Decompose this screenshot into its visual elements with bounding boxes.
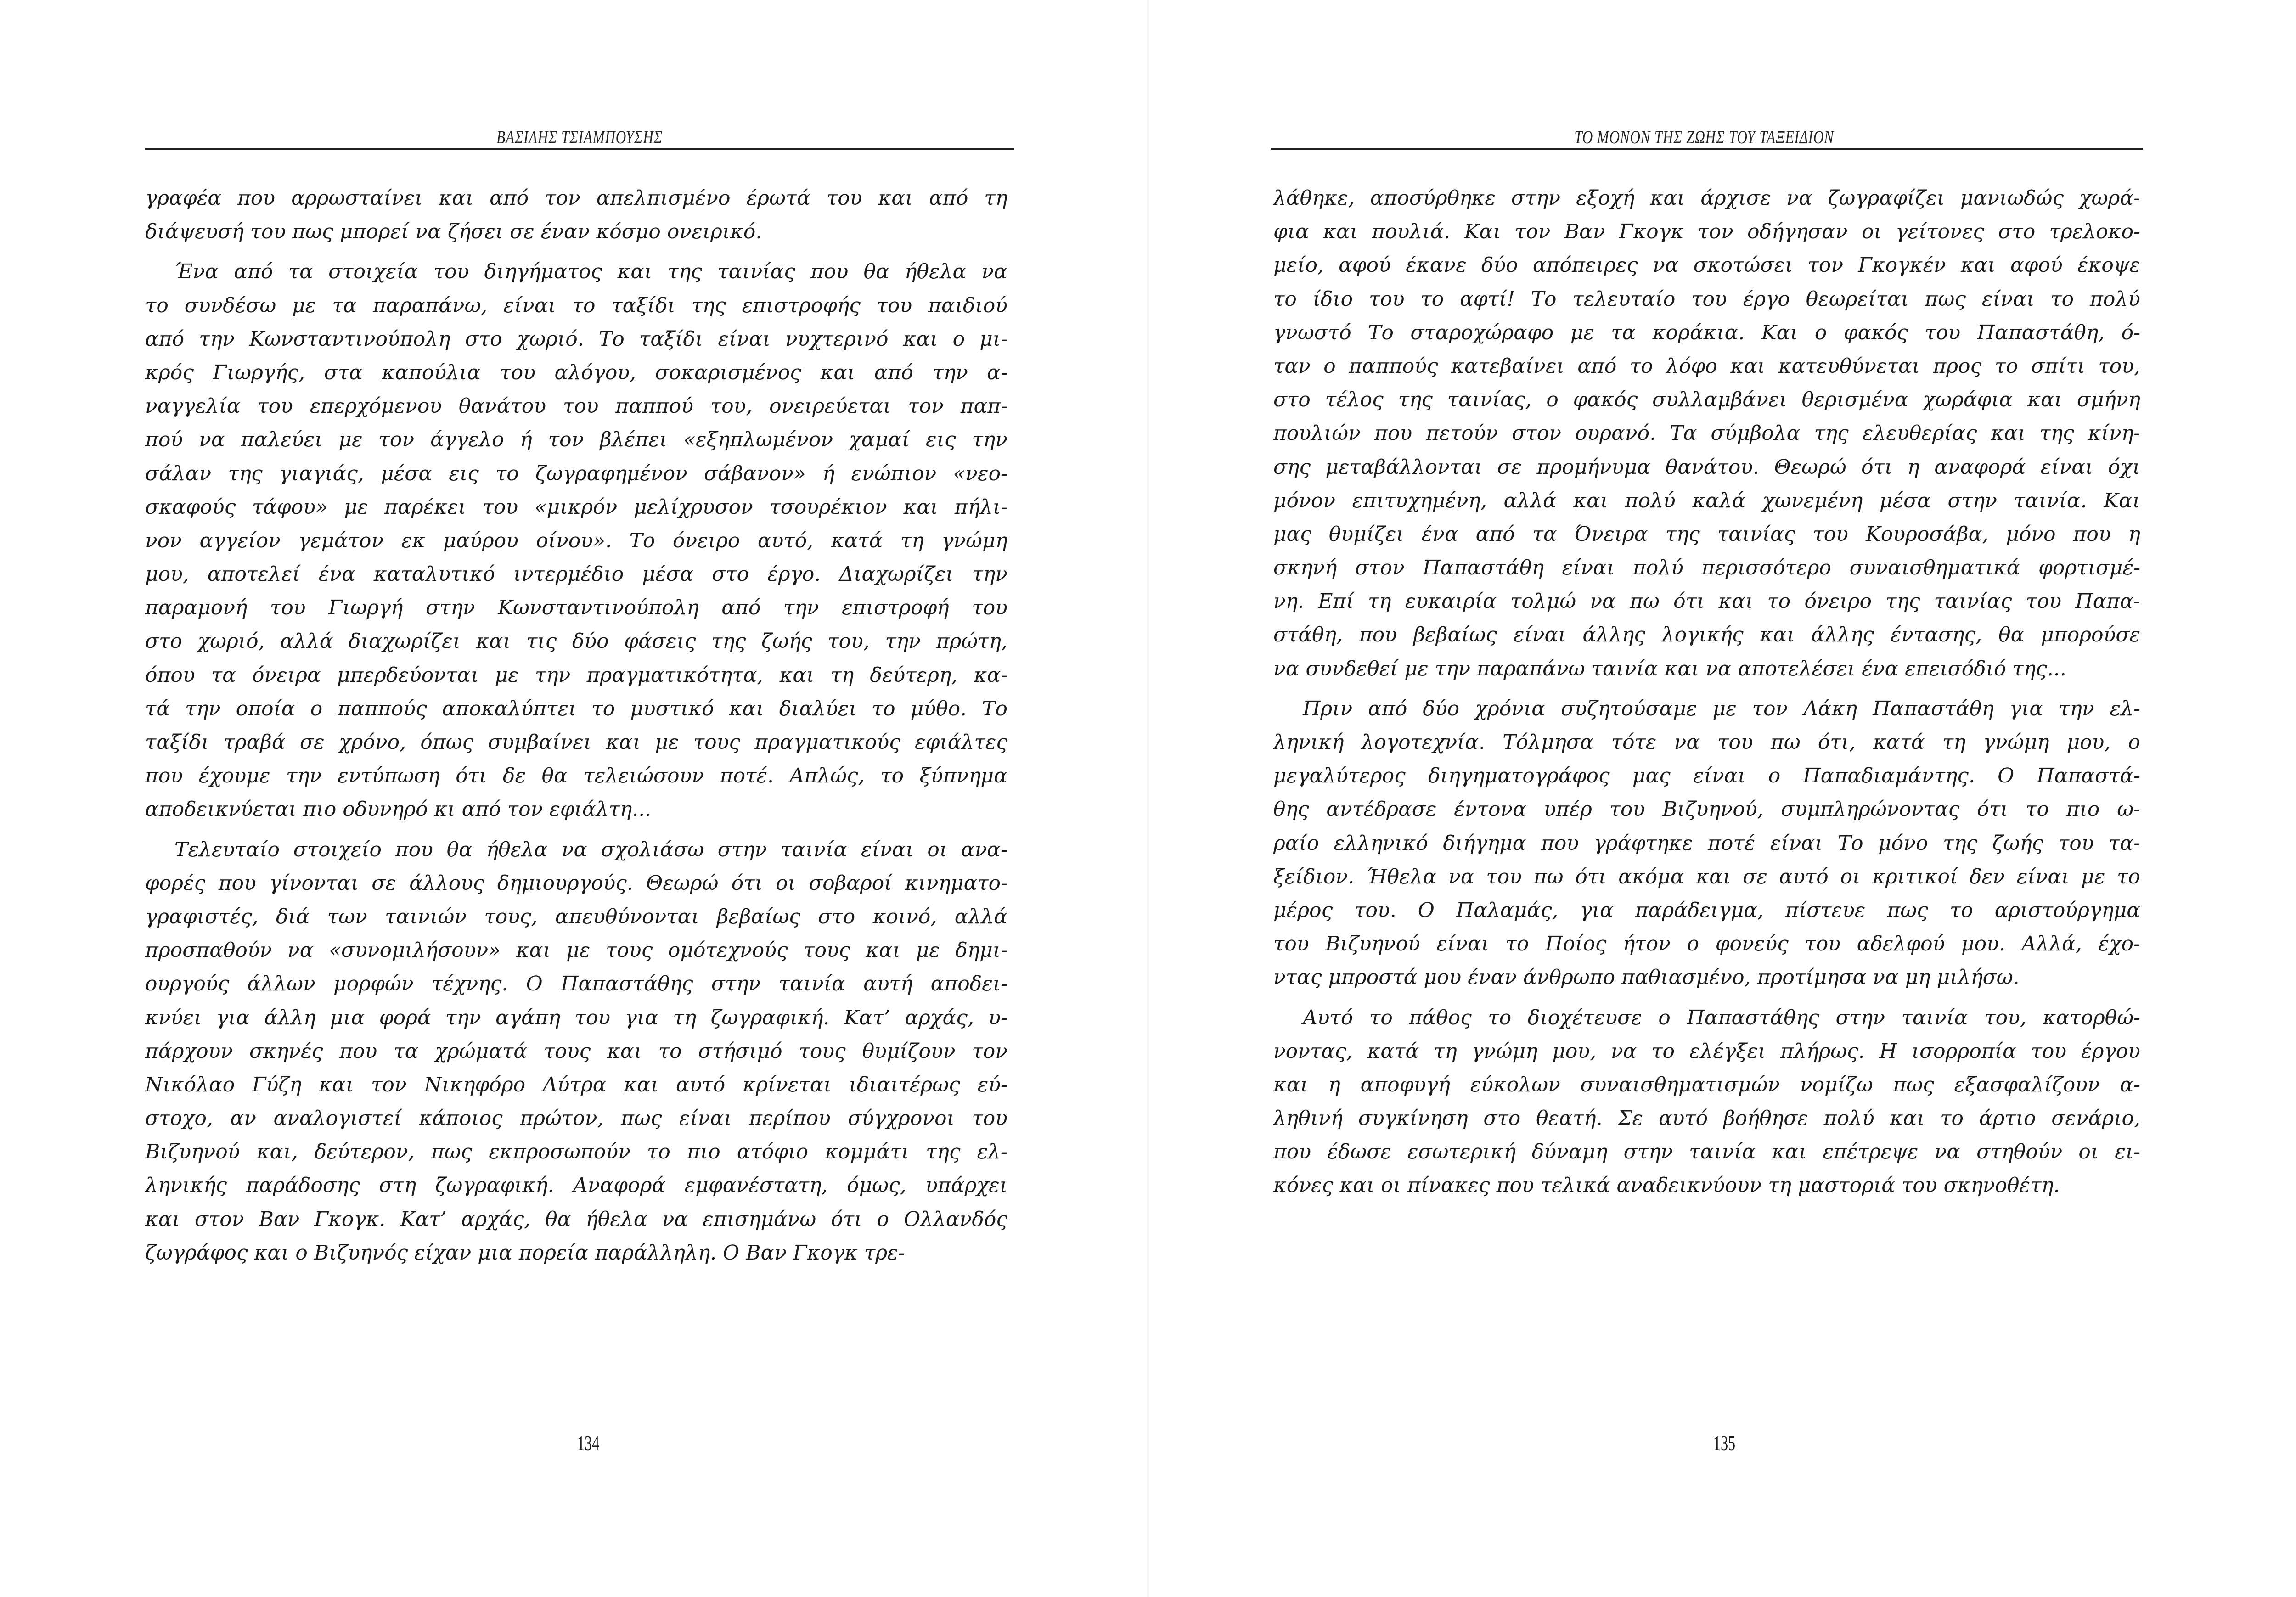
paragraph [145,833,1007,1270]
text-line: λάθηκε, αποσύρθηκε στην εξοχή και άρχισε να ζωγραφίζει μανιωδώς χωρά- [1273,186,2140,210]
text-line: Αυτό το πάθος το διοχέτευσε ο Παπαστάθης στην ταινία του, κατορθώ- [1303,1006,2140,1029]
text-line: νη. Επί τη ευκαιρία τολμώ να πω ότι και το όνειρο της ταινίας του Παπα- [1273,590,2140,613]
text-line: μείο, αφού έκανε δύο απόπειρες να σκοτώσει τον Γκογκέν και αφού έκοψε [1273,253,2140,277]
paragraph [145,181,1007,248]
paragraph [145,255,1007,826]
text-line: γραφιστές, διά των ταινιών τους, απευθύνονται βεβαίως στο κοινό, αλλά [145,905,1007,928]
paragraph-gap [145,827,1007,833]
text-line: όπου τα όνειρα μπερδεύονται με την πραγματικότητα, και τη δεύτερη, κα- [145,663,1007,687]
left-page-body [145,181,1007,1270]
header-rule [145,148,1014,150]
text-line: ξείδιον. Ήθελα να του πω ότι ακόμα και σε αυτό οι κριτικοί δεν είναι με το [1273,865,2140,888]
text-line: του Βιζυηνού είναι το Ποίος ήτον ο φονεύς του αδελφού μου. Αλλά, έχο- [1273,932,2140,956]
text-line: Ένα από τα στοιχεία του διηγήματος και της ταινίας που θα ήθελα να [174,260,1007,284]
text-line: ληθινή συγκίνηση στο θεατή. Σε αυτό βοήθησε πολύ και το άρτιο σενάριο, [1273,1107,2140,1130]
paragraph-gap [145,248,1007,255]
text-line: ουργούς άλλων μορφών τέχνης. Ο Παπαστάθης στην ταινία αυτή αποδει- [145,972,1007,996]
text-line: κόνες και οι πίνακες που τελικά αναδεικνύουν τη μαστοριά του σκηνοθέτη. [1273,1174,2060,1198]
text-line: στο χωριό, αλλά διαχωρίζει και τις δύο φάσεις της ζωής του, την πρώτη, [145,630,1007,653]
text-line: σκηνή στον Παπαστάθη είναι πολύ περισσότερο συναισθηματικά φορτισμέ- [1273,556,2140,580]
header-rule [1271,148,2143,150]
text-line: γραφέα που αρρωσταίνει και από τον απελπισμένο έρωτά του και από τη [145,186,1007,210]
text-line: γνωστό Το σταροχώραφο με τα κοράκια. Και ο φακός του Παπαστάθη, ό- [1273,321,2140,344]
paragraph-gap [1273,686,2140,692]
text-line: και στον Βαν Γκογκ. Κατ’ αρχάς, θα ήθελα να επισημάνω ότι ο Ολλανδός [145,1207,1007,1231]
text-line: θης αντέδρασε έντονα υπέρ του Βιζυηνού, συμπληρώνοντας ότι το πιο ω- [1273,798,2140,821]
text-line: ζωγράφος και ο Βιζυηνός είχαν μια πορεία παράλληλη. Ο Βαν Γκογκ τρε- [145,1241,905,1265]
text-line: τά την οποία ο παππούς αποκαλύπτει το μυστικό και διαλύει το μύθο. Το [145,697,1007,720]
text-line: μας θυμίζει ένα από τα Όνειρα της ταινίας του Κουροσάβα, μόνο που η [1273,522,2140,546]
paragraph [1273,1001,2140,1203]
text-line: στο τέλος της ταινίας, ο φακός συλλαμβάνει θερισμένα χωράφια και σμήνη [1273,388,2140,412]
text-line: πάρχουν σκηνές που τα χρώματά τους και το στήσιμό τους θυμίζουν τον [145,1039,1007,1063]
text-line: και η αποφυγή εύκολων συναισθηματισμών νομίζω πως εξασφαλίζουν α- [1273,1073,2140,1097]
text-line: μεγαλύτερος διηγηματογράφος μας είναι ο Παπαδιαμάντης. Ο Παπαστά- [1273,764,2140,788]
right-page-body [1273,181,2140,1203]
text-line: Τελευταίο στοιχείο που θα ήθελα να σχολιάσω στην ταινία είναι οι ανα- [174,838,1007,861]
text-line: Βιζυηνού και, δεύτερον, πως εκπροσωπούν το πιο ατόφιο κομμάτι της ελ- [145,1140,1007,1164]
text-line: Πριν από δύο χρόνια συζητούσαμε με τον Λάκη Παπαστάθη για την ελ- [1303,697,2140,720]
text-line: ντας μπροστά μου έναν άνθρωπο παθιασμένο, προτίμησα να μη μιλήσω. [1273,966,2020,990]
text-line: παραμονή του Γιωργή στην Κωνσταντινούπολη από την επιστροφή του [145,596,1007,620]
text-line: από την Κωνσταντινούπολη στο χωριό. Το ταξίδι είναι νυχτερινό και ο μι- [145,327,1007,351]
text-line: ναγγελία του επερχόμενου θανάτου του παππού του, ονειρεύεται τον παπ- [145,394,1007,418]
running-header-title: ΤΟ ΜΟΝΟΝ ΤΗΣ ΖΩΗΣ ΤΟΥ ΤΑΞΕΙΔΙΟΝ [1574,127,1834,147]
text-line: κρός Γιωργής, στα καπούλια του αλόγου, σοκαρισμένος και από την α- [145,360,1007,384]
text-line: νοντας, κατά τη γνώμη μου, να το ελέγξει πλήρως. Η ισορροπία του έργου [1273,1039,2140,1063]
text-line: στάθη, που βεβαίως είναι άλλης λογικής και άλλης έντασης, θα μπορούσε [1273,623,2140,647]
text-line: αποδεικνύεται πιο οδυνηρό κι από τον εφιάλτη... [145,798,652,821]
text-line: πού να παλεύει με τον άγγελο ή τον βλέπει «εξηπλωμένον χαμαί εις την [145,428,1007,452]
right-page [1148,0,2296,1597]
text-line: που έδωσε εσωτερική δύναμη στην ταινία και επέτρεψε να στηθούν οι ει- [1273,1140,2140,1164]
text-line: προσπαθούν να «συνομιλήσουν» και με τους ομότεχνούς τους και με δημι- [145,939,1007,962]
page-number: 135 [1713,1431,1736,1455]
text-line: κνύει για άλλη μια φορά την αγάπη του για τη ζωγραφική. Κατ’ αρχάς, υ- [145,1006,1007,1029]
text-line: φια και πουλιά. Και τον Βαν Γκογκ τον οδήγησαν οι γείτονες στο τρελοκο- [1273,220,2140,244]
text-line: Νικόλαο Γύζη και τον Νικηφόρο Λύτρα και αυτό κρίνεται ιδιαιτέρως εύ- [145,1073,1007,1097]
text-line: ληνική λογοτεχνία. Τόλμησα τότε να του πω ότι, κατά τη γνώμη μου, ο [1273,731,2140,754]
text-line: στοχο, αν αναλογιστεί κάποιος πρώτον, πως είναι περίπου σύγχρονοι του [145,1107,1007,1130]
text-line: πουλιών που πετούν στον ουρανό. Τα σύμβολα της ελευθερίας και της κίνη- [1273,422,2140,445]
paragraph-gap [1273,995,2140,1001]
running-header-author: ΒΑΣΙΛΗΣ ΤΣΙΑΜΠΟΥΣΗΣ [496,127,663,147]
text-line: μου, αποτελεί ένα καταλυτικό ιντερμέδιο μέσα στο έργο. Διαχωρίζει την [145,562,1007,586]
text-line: ταξίδι τραβά σε χρόνο, όπως συμβαίνει και με τους πραγματικούς εφιάλτες [145,731,1007,754]
paragraph [1273,692,2140,995]
text-line: νον αγγείον γεμάτον εκ μαύρου οίνου». Το όνειρο αυτό, κατά τη γνώμη [145,529,1007,552]
text-line: διάψευσή του πως μπορεί να ζήσει σε έναν κόσμο ονειρικό. [145,220,762,244]
text-line: ταν ο παππούς κατεβαίνει από το λόφο και κατευθύνεται προς το σπίτι του, [1273,354,2140,378]
text-line: σκαφούς τάφου» με παρέκει του «μικρόν μελίχρυσον τσουρέκιον και πήλι- [145,495,1007,519]
text-line: να συνδεθεί με την παραπάνω ταινία και να αποτελέσει ένα επεισόδιό της... [1273,657,2066,680]
text-line: μέρος του. Ο Παλαμάς, για παράδειγμα, πίστευε πως το αριστούργημα [1273,898,2140,922]
paragraph [1273,181,2140,686]
text-line: ληνικής παράδοσης στη ζωγραφική. Αναφορά εμφανέστατη, όμως, υπάρχει [145,1174,1007,1198]
text-line: ραίο ελληνικό διήγημα που γράφτηκε ποτέ είναι Το μόνο της ζωής του τα- [1273,831,2140,855]
text-line: σης μεταβάλλονται σε προμήνυμα θανάτου. Θεωρώ ότι η αναφορά είναι όχι [1273,455,2140,479]
text-line: σάλαν της γιαγιάς, μέσα εις το ζωγραφημένον σάβανον» ή ενώπιον «νεο- [145,461,1007,485]
text-line: φορές που γίνονται σε άλλους δημιουργούς. Θεωρώ ότι οι σοβαροί κινηματο- [145,871,1007,895]
text-line: το ίδιο του το αφτί! Το τελευταίο του έργο θεωρείται πως είναι το πολύ [1273,287,2140,311]
text-line: μόνον επιτυχημένη, αλλά και πολύ καλά χωνεμένη μέσα στην ταινία. Και [1273,489,2140,512]
text-line: που έχουμε την εντύπωση ότι δε θα τελειώσουν ποτέ. Απλώς, το ξύπνημα [145,764,1007,788]
page-number: 134 [577,1431,600,1455]
text-line: το συνδέσω με τα παραπάνω, είναι το ταξίδι της επιστροφής του παιδιού [145,293,1007,317]
